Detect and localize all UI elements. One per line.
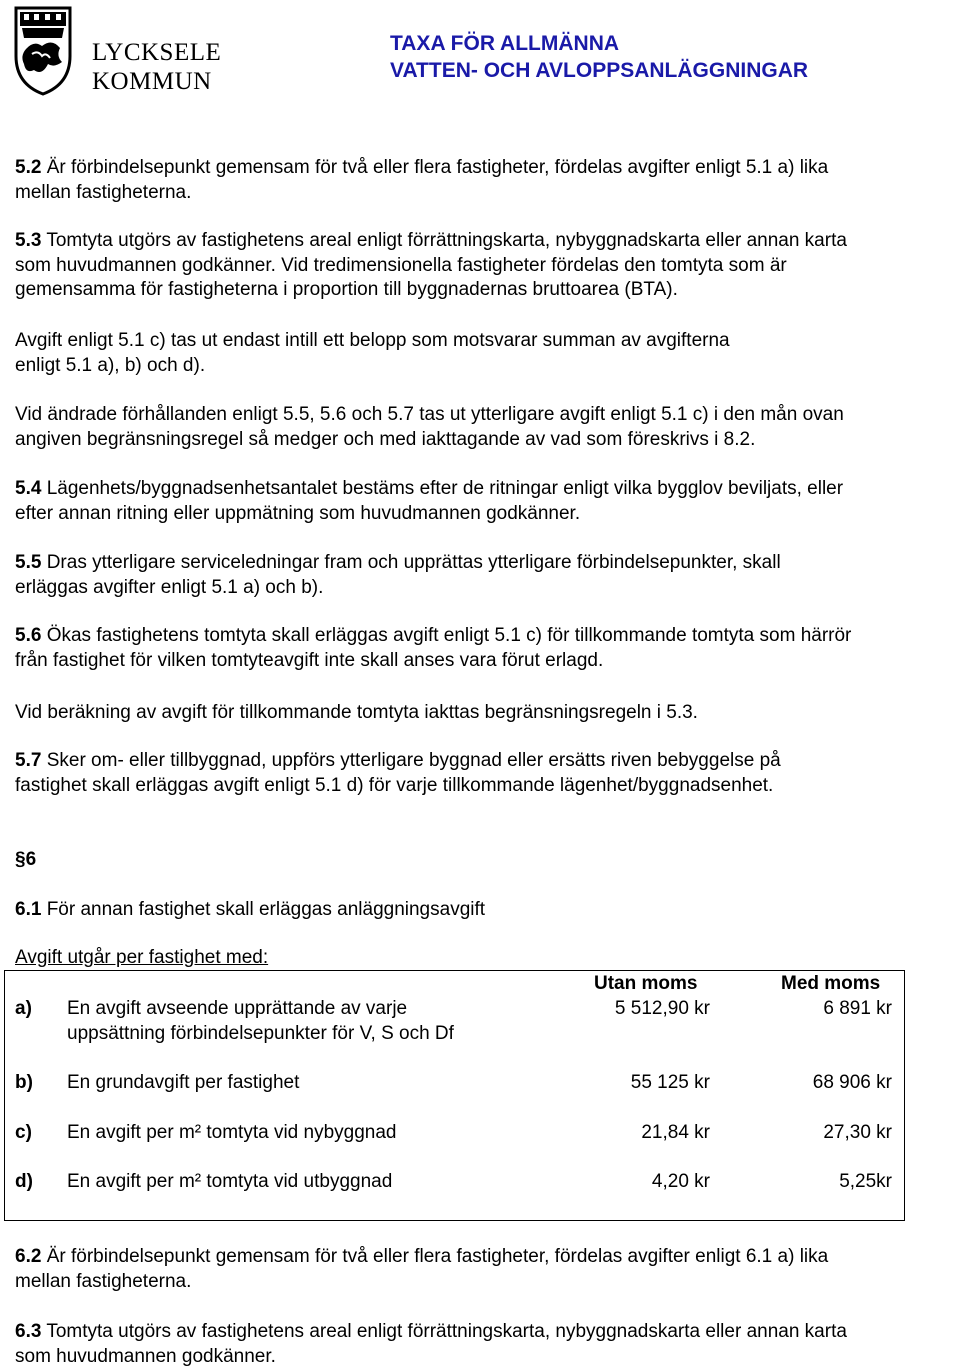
paragraph-5-5 xyxy=(15,551,960,600)
paragraph-text: Lägenhets/byggnadsenhetsantalet bestäms efter de ritningar enligt vilka bygglov beviljats, eller xyxy=(41,478,844,499)
document-title xyxy=(390,30,808,84)
row-description xyxy=(67,997,454,1046)
fee-utan-moms: 55 125 kr xyxy=(630,1072,710,1093)
column-header-utan-moms: Utan moms xyxy=(594,973,698,994)
row-description: En grundavgift per fastighet xyxy=(67,1072,300,1093)
paragraph-text: Tomtyta utgörs av fastighetens areal enligt förrättningskarta, nybyggnadskarta eller annan karta xyxy=(41,1321,847,1342)
paragraph-text: från fastighet för vilken tomtyteavgift inte skall anses vara förut erlagd. xyxy=(15,649,604,671)
fee-utan-moms: 4,20 kr xyxy=(651,1171,710,1192)
paragraph-text: som huvudmannen godkänner. Vid tredimensionella fastigheter fördelas den tomtyta som är xyxy=(15,254,787,276)
paragraph-text: Är förbindelsepunkt gemensam för två eller flera fastigheter, fördelas avgifter enligt 5.1 a) lika xyxy=(41,157,829,178)
column-header-med-moms: Med moms xyxy=(781,973,881,994)
paragraph-avgift xyxy=(15,329,960,378)
paragraph-text: fastighet skall erläggas avgift enligt 5.1 d) för varje tillkommande lägenhet/byggnadsenhet. xyxy=(15,774,774,796)
section-heading-6: §6 xyxy=(15,849,37,870)
fee-med-moms: 68 906 kr xyxy=(812,1072,892,1093)
paragraph-5-3 xyxy=(15,229,960,303)
row-letter: d) xyxy=(15,1171,33,1192)
paragraph-text: angiven begränsningsregel så medger och med iakttagande av vad som föreskrivs i 8.2. xyxy=(15,428,756,450)
paragraph-vid-berakning xyxy=(15,701,960,726)
paragraph-text: Avgift enligt 5.1 c) tas ut endast intill ett belopp som motsvarar summan av avgifterna xyxy=(15,330,730,351)
paragraph-6-2 xyxy=(15,1245,960,1294)
paragraph-6-1 xyxy=(15,898,960,923)
coat-of-arms-icon xyxy=(12,4,74,96)
section-number: 6.2 xyxy=(15,1246,42,1267)
paragraph-text: Vid beräkning av avgift för tillkommande tomtyta iakttas begränsningsregeln i 5.3. xyxy=(15,702,698,723)
paragraph-text: mellan fastigheterna. xyxy=(15,181,192,203)
paragraph-text: Dras ytterligare serviceledningar fram och upprättas ytterligare förbindelsepunkter, skall xyxy=(41,552,781,573)
row-description-line: uppsättning förbindelsepunkter för V, S och Df xyxy=(67,1022,454,1044)
row-description: En avgift per m² tomtyta vid utbyggnad xyxy=(67,1171,393,1192)
row-description: En avgift per m² tomtyta vid nybyggnad xyxy=(67,1122,397,1143)
fee-utan-moms: 5 512,90 kr xyxy=(614,998,710,1019)
paragraph-text: Tomtyta utgörs av fastighetens areal enligt förrättningskarta, nybyggnadskarta eller annan karta xyxy=(41,230,847,251)
title-line1: TAXA FÖR ALLMÄNNA xyxy=(390,32,620,55)
paragraph-6-3 xyxy=(15,1320,960,1369)
section-number: 6.1 xyxy=(15,899,42,920)
paragraph-text: gemensamma för fastigheterna i proportion till byggnadernas bruttoarea (BTA). xyxy=(15,279,678,300)
paragraph-text: erläggas avgifter enligt 5.1 a) och b). xyxy=(15,576,324,598)
paragraph-5-4 xyxy=(15,477,960,526)
municipality-logo xyxy=(12,4,222,96)
section-number: 5.3 xyxy=(15,230,42,251)
paragraph-text: Är förbindelsepunkt gemensam för två eller flera fastigheter, fördelas avgifter enligt 6.1 a) lika xyxy=(41,1246,829,1267)
fee-table-intro: Avgift utgår per fastighet med: xyxy=(15,947,269,968)
paragraph-text: mellan fastigheterna. xyxy=(15,1270,192,1292)
logo-text-line2: KOMMUN xyxy=(92,68,212,95)
fee-med-moms: 6 891 kr xyxy=(823,998,892,1019)
row-letter: a) xyxy=(15,998,32,1019)
paragraph-vid-andrade xyxy=(15,403,960,452)
paragraph-text: Sker om- eller tillbyggnad, uppförs ytterligare byggnad eller ersätts riven bebyggelse på xyxy=(41,750,781,771)
row-letter: b) xyxy=(15,1072,33,1093)
paragraph-text: Ökas fastighetens tomtyta skall erläggas avgift enligt 5.1 c) för tillkommande tomtyta som härrör xyxy=(41,625,852,646)
paragraph-text: För annan fastighet skall erläggas anläggningsavgift xyxy=(41,899,486,920)
section-number: 5.6 xyxy=(15,625,42,646)
paragraph-text: Vid ändrade förhållanden enligt 5.5, 5.6 och 5.7 tas ut ytterligare avgift enligt 5.1 c) i den mån ovan xyxy=(15,404,844,425)
paragraph-5-7 xyxy=(15,749,960,798)
section-number: 5.2 xyxy=(15,157,42,178)
paragraph-5-6 xyxy=(15,624,960,673)
fee-utan-moms: 21,84 kr xyxy=(641,1122,710,1143)
row-description-line: En avgift avseende upprättande av varje xyxy=(67,998,408,1019)
paragraph-text: enligt 5.1 a), b) och d). xyxy=(15,354,206,376)
section-number: 6.3 xyxy=(15,1321,42,1342)
paragraph-text: efter annan ritning eller uppmätning som huvudmannen godkänner. xyxy=(15,502,581,524)
row-letter: c) xyxy=(15,1122,32,1143)
paragraph-text: som huvudmannen godkänner. xyxy=(15,1345,276,1367)
section-number: 5.5 xyxy=(15,552,42,573)
fee-med-moms: 27,30 kr xyxy=(823,1122,892,1143)
paragraph-5-2 xyxy=(15,156,960,205)
fee-med-moms: 5,25kr xyxy=(839,1171,892,1192)
title-line2: VATTEN- OCH AVLOPPSANLÄGGNINGAR xyxy=(390,59,809,82)
section-number: 5.7 xyxy=(15,750,42,771)
logo-text-line1: LYCKSELE xyxy=(92,39,222,66)
section-number: 5.4 xyxy=(15,478,42,499)
